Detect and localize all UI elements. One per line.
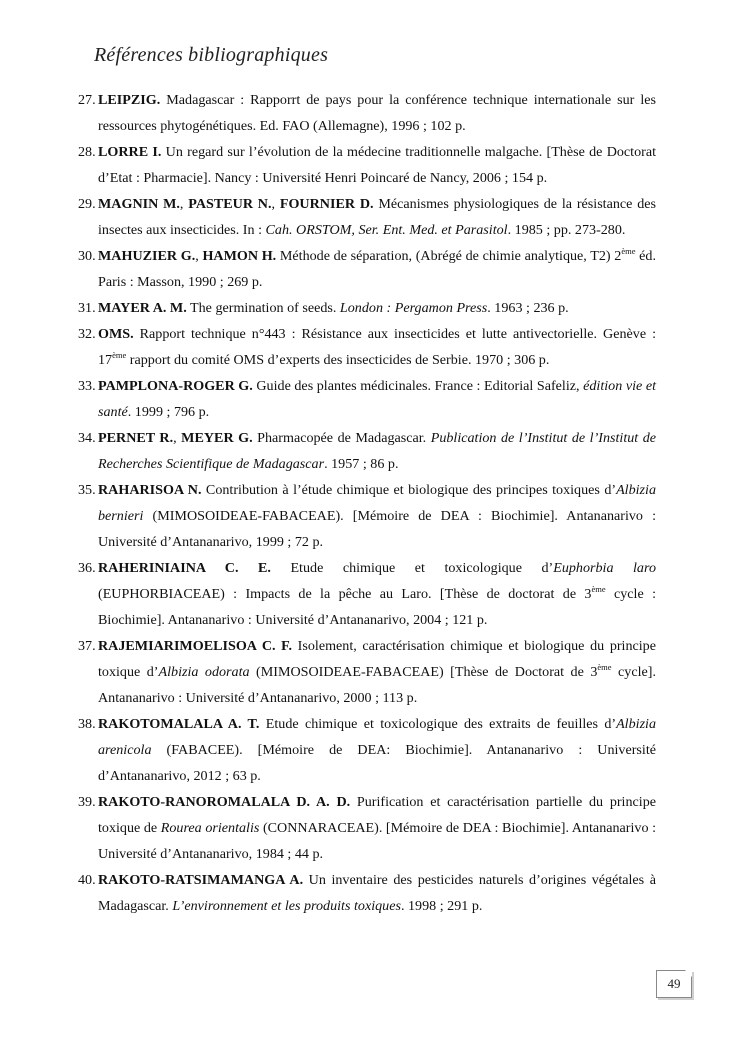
reference-author: OMS.: [98, 326, 134, 342]
reference-author: PERNET R.: [98, 430, 174, 446]
reference-entry-30: 30. MAHUZIER G., HAMON H. Méthode de séparation, (Abrégé de chimie analytique, T2) 2ème éd. Paris : Masson, 1990 ; 269 p.: [78, 243, 656, 295]
reference-entry-27: 27. LEIPZIG. Madagascar : Rapporrt de pays pour la conférence technique internationale sur les ressources phytogénétiques. Ed. FAO (Allemagne), 1996 ; 102 p.: [78, 87, 656, 139]
reference-entry-39: 39. RAKOTO-RANOROMALALA D. A. D. Purification et caractérisation partielle du principe toxique de Rourea orientalis (CONNARACEAE). [Mémoire de DEA : Biochimie]. Antananarivo : Université d’Antananarivo, 1984 ; 44 p.: [78, 789, 656, 867]
reference-author: FOURNIER D.: [279, 196, 374, 212]
reference-number: 40.: [78, 872, 96, 888]
reference-author: LORRE I.: [98, 144, 162, 160]
page-number: 49: [656, 970, 692, 998]
reference-entry-32: 32. OMS. Rapport technique n°443 : Résistance aux insecticides et lutte antivectorielle. Genève : 17ème rapport du comité OMS d’experts des insecticides de Serbie. 1970 ; 306 p.: [78, 321, 656, 373]
reference-number: 35.: [78, 482, 96, 498]
reference-number: 31.: [78, 300, 96, 316]
reference-entry-33: 33. PAMPLONA-ROGER G. Guide des plantes médicinales. France : Editorial Safeliz, édition vie et santé. 1999 ; 796 p.: [78, 373, 656, 425]
reference-entry-28: 28. LORRE I. Un regard sur l’évolution de la médecine traditionnelle malgache. [Thèse de Doctorat d’Etat : Pharmacie]. Nancy : Université Henri Poincaré de Nancy, 2006 ; 154 p.: [78, 139, 656, 191]
reference-entry-36: 36. RAHERINIAINA C. E. Etude chimique et toxicologique d’Euphorbia laro (EUPHORBIACEAE) : Impacts de la pêche au Laro. [Thèse de doctorat de 3ème cycle : Biochimie]. Antananarivo : Université d’Antananarivo, 2004 ; 121 p.: [78, 555, 656, 633]
reference-entry-37: 37. RAJEMIARIMOELISOA C. F. Isolement, caractérisation chimique et biologique du principe toxique d’Albizia odorata (MIMOSOIDEAE-FABACEAE) [Thèse de Doctorat de 3ème cycle]. Antananarivo : Université d’Antananarivo, 2000 ; 113 p.: [78, 633, 656, 711]
reference-author: MAGNIN M.: [98, 196, 180, 212]
reference-number: 27.: [78, 92, 96, 108]
reference-author: HAMON H.: [202, 248, 277, 264]
reference-author: RAHARISOA N.: [98, 482, 202, 498]
reference-number: 36.: [78, 560, 96, 576]
reference-author: PASTEUR N.: [188, 196, 272, 212]
reference-author: RAKOTO-RANOROMALALA D. A. D.: [98, 794, 351, 810]
page-header-title: Références bibliographiques: [94, 44, 329, 66]
reference-number: 32.: [78, 326, 96, 342]
reference-author: RAJEMIARIMOELISOA C. F.: [98, 638, 293, 654]
reference-number: 39.: [78, 794, 96, 810]
reference-entry-31: 31. MAYER A. M. The germination of seeds. London : Pergamon Press. 1963 ; 236 p.: [78, 295, 656, 321]
reference-author: PAMPLONA-ROGER G.: [98, 378, 253, 394]
reference-number: 38.: [78, 716, 96, 732]
reference-number: 28.: [78, 144, 96, 160]
reference-author: MAYER A. M.: [98, 300, 187, 316]
reference-author: RAKOTO-RATSIMAMANGA A.: [98, 872, 304, 888]
reference-number: 33.: [78, 378, 96, 394]
reference-entry-34: 34. PERNET R., MEYER G. Pharmacopée de Madagascar. Publication de l’Institut de l’Institut de Recherches Scientifique de Madagascar. 1957 ; 86 p.: [78, 425, 656, 477]
reference-author: RAKOTOMALALA A. T.: [98, 716, 260, 732]
reference-entry-38: 38. RAKOTOMALALA A. T. Etude chimique et toxicologique des extraits de feuilles d’Albizia arenicola (FABACEE). [Mémoire de DEA: Biochimie]. Antananarivo : Université d’Antananarivo, 2012 ; 63 p.: [78, 711, 656, 789]
reference-author: LEIPZIG.: [98, 92, 161, 108]
reference-number: 34.: [78, 430, 96, 446]
reference-number: 29.: [78, 196, 96, 212]
reference-entry-35: 35. RAHARISOA N. Contribution à l’étude chimique et biologique des principes toxiques d’Albizia bernieri (MIMOSOIDEAE-FABACEAE). [Mémoire de DEA : Biochimie]. Antananarivo : Université d’Antananarivo, 1999 ; 72 p.: [78, 477, 656, 555]
reference-number: 30.: [78, 248, 96, 264]
reference-number: 37.: [78, 638, 96, 654]
reference-author: MEYER G.: [181, 430, 253, 446]
reference-entry-40: 40. RAKOTO-RATSIMAMANGA A. Un inventaire des pesticides naturels d’origines végétales à Madagascar. L’environnement et les produits toxiques. 1998 ; 291 p.: [78, 867, 656, 919]
reference-list: [78, 87, 656, 919]
reference-entry-29: 29. MAGNIN M., PASTEUR N., FOURNIER D. Mécanismes physiologiques de la résistance des insectes aux insecticides. In : Cah. ORSTOM, Ser. Ent. Med. et Parasitol. 1985 ; pp. 273-280.: [78, 191, 656, 243]
reference-author: MAHUZIER G.: [98, 248, 196, 264]
reference-author: RAHERINIAINA C. E.: [98, 560, 271, 576]
